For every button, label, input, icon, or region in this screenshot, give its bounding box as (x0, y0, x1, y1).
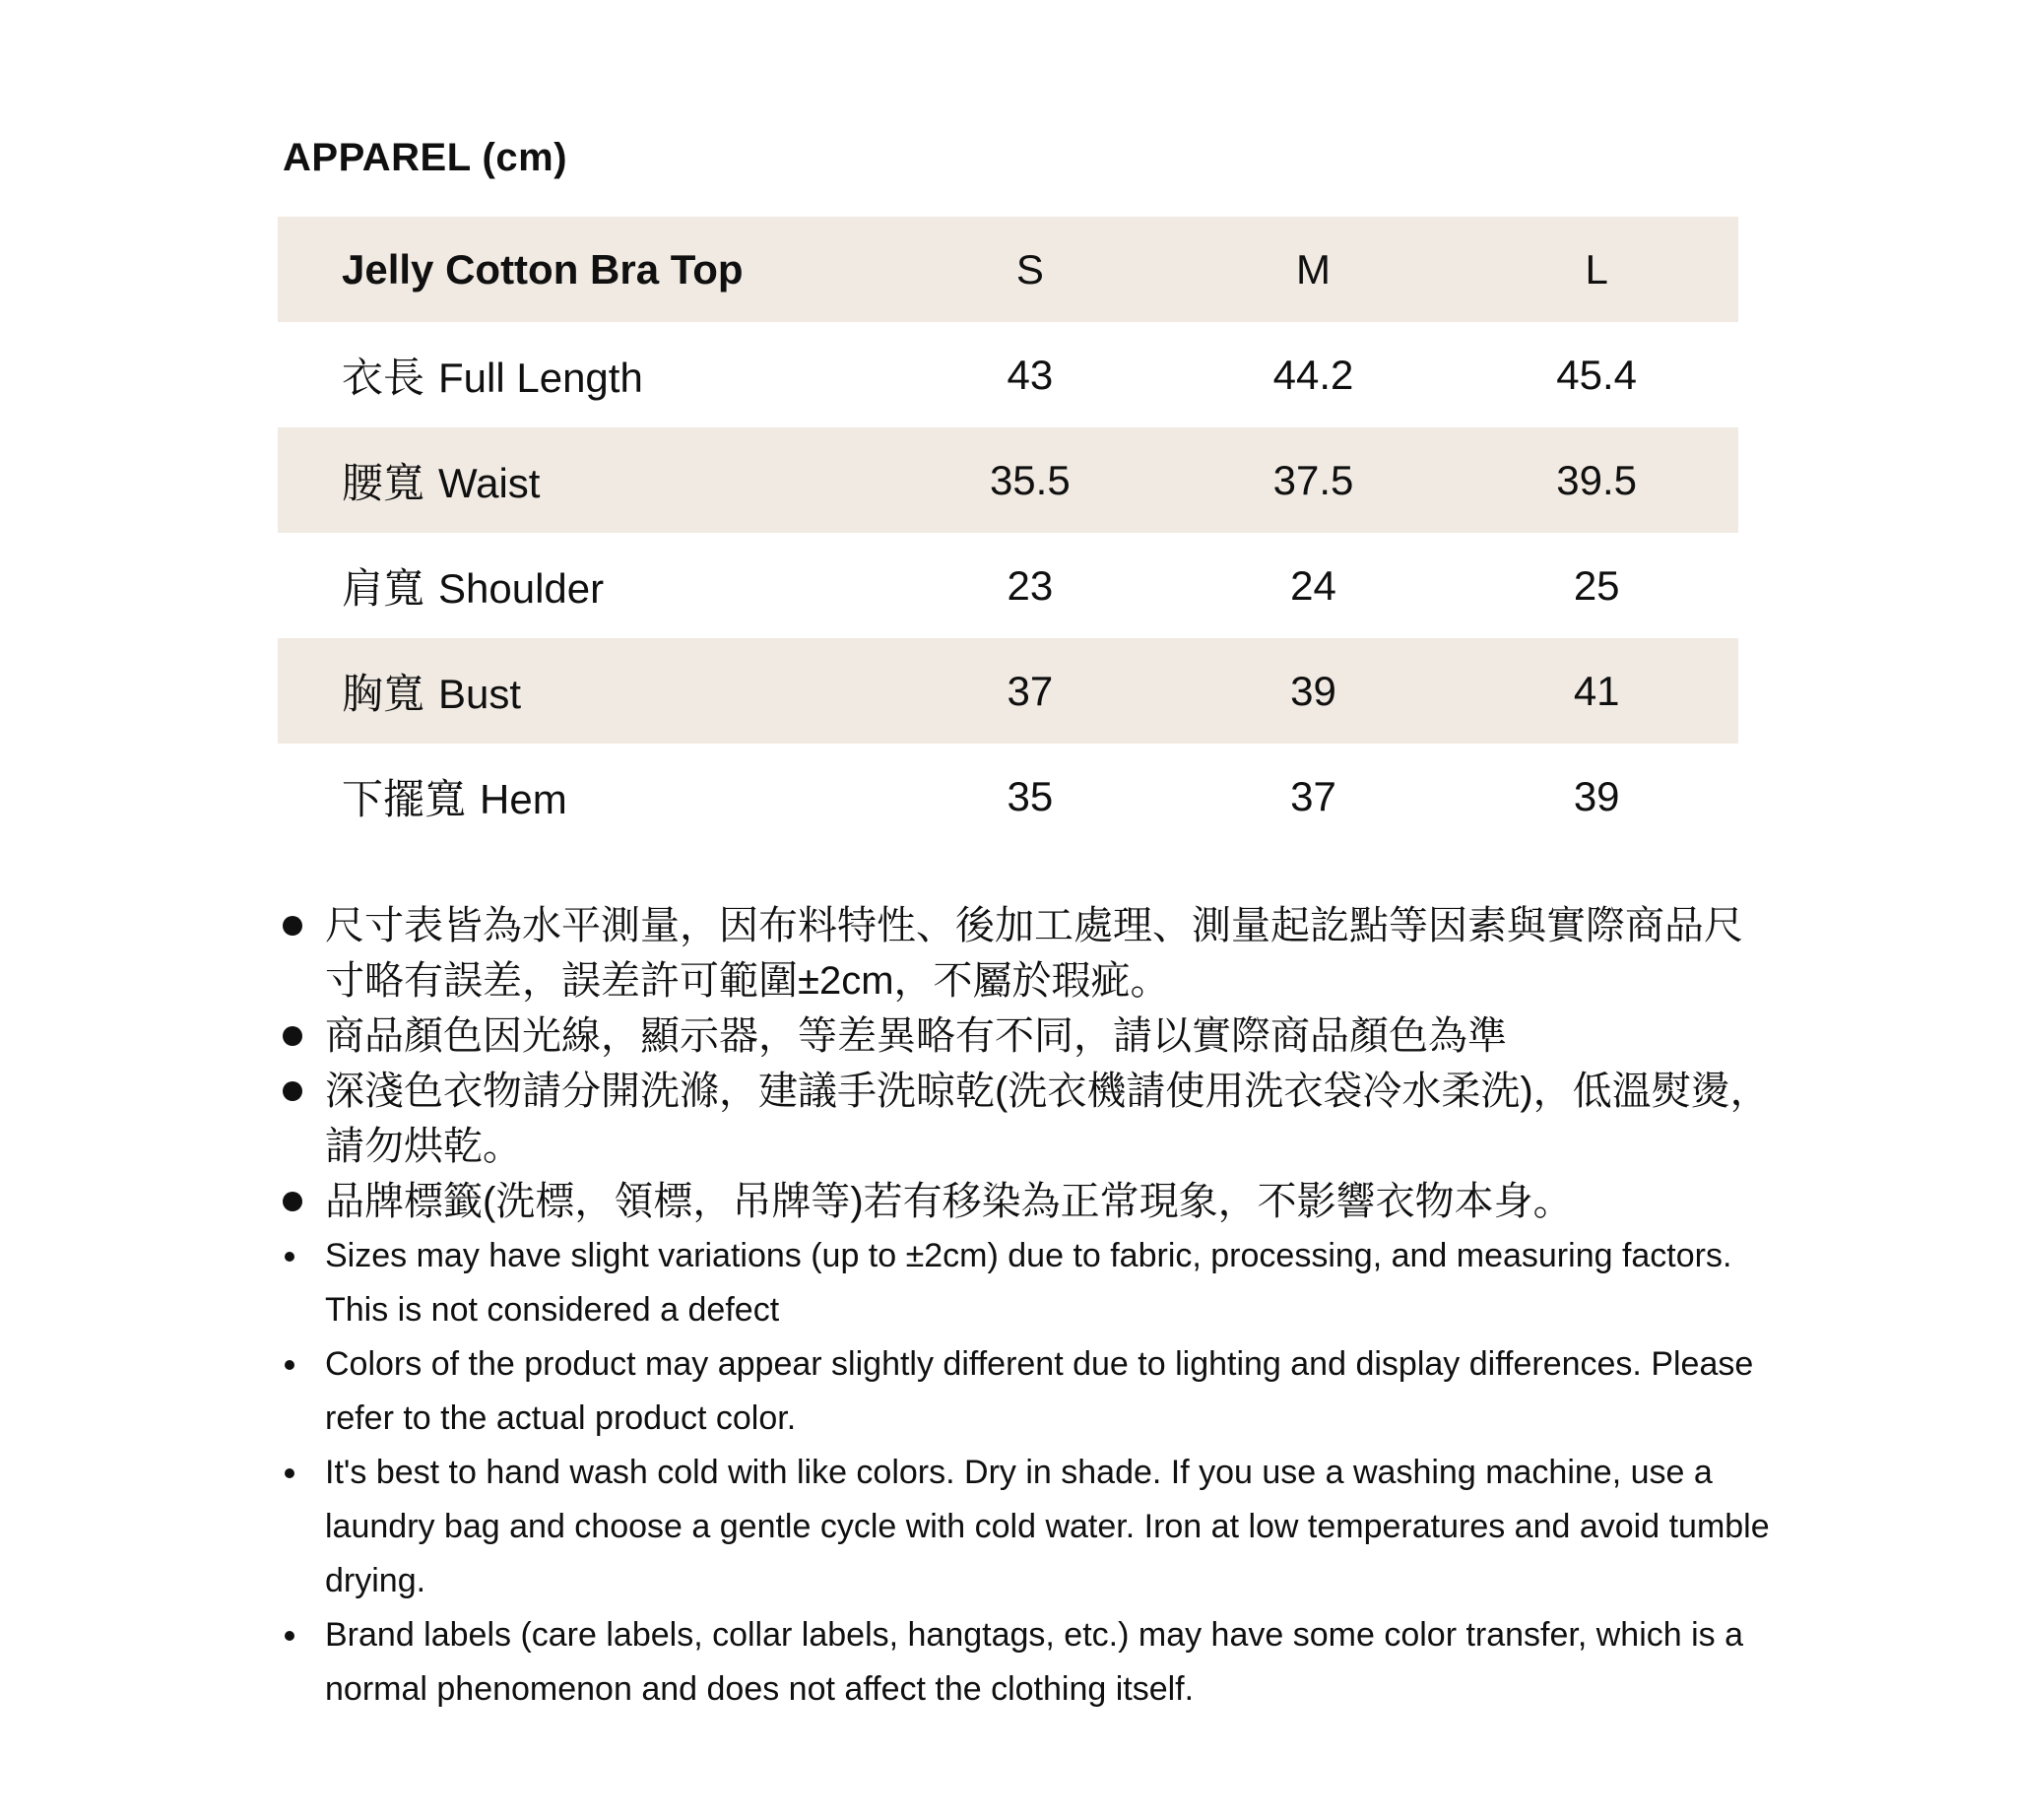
notes-list-en (283, 1229, 1772, 1717)
row-label-zh: 下擺寬 (342, 775, 467, 822)
row-value-s: 35.5 (989, 456, 1071, 503)
bullet-dot (283, 1446, 325, 1478)
row-label-zh: 衣長 (342, 354, 425, 401)
note-item-en (283, 1446, 1772, 1608)
row-label (278, 662, 888, 721)
row-label-zh: 肩寬 (342, 564, 425, 612)
bullet-dot (283, 1008, 325, 1046)
bullet-dot (283, 898, 325, 936)
note-text: Sizes may have slight variations (up to ±2cm) due to fabric, processing, and measuring factors. This is not considered a defect (325, 1237, 1732, 1329)
table-row-hem (278, 744, 1738, 849)
note-text: 尺寸表皆為水平測量，因布料特性、後加工處理、測量起訖點等因素與實際商品尺寸略有誤差，誤差許可範圍±2cm，不屬於瑕疵。 (325, 904, 1743, 1003)
size-column-l: L (1585, 245, 1608, 292)
row-value-l: 39 (1573, 772, 1620, 819)
care-notes (283, 898, 1772, 1717)
row-label-zh: 胸寬 (342, 670, 425, 717)
table-row-bust (278, 638, 1738, 744)
row-label-en: Full Length (438, 354, 643, 401)
note-item-en (283, 1337, 1772, 1446)
row-label-en: Waist (438, 459, 541, 506)
row-label (278, 767, 888, 826)
row-value-m: 24 (1290, 561, 1336, 609)
size-column-m: M (1296, 245, 1331, 292)
row-label-en: Shoulder (438, 564, 605, 612)
row-value-s: 43 (1007, 351, 1054, 398)
row-value-l: 39.5 (1556, 456, 1638, 503)
bullet-dot (283, 1229, 325, 1262)
row-label (278, 346, 888, 405)
note-text: 品牌標籤(洗標，領標，吊牌等)若有移染為正常現象，不影響衣物本身。 (325, 1180, 1573, 1223)
row-value-l: 41 (1573, 667, 1620, 714)
note-item-zh (283, 898, 1772, 1008)
size-column-s: S (1015, 245, 1044, 292)
row-value-m: 37 (1290, 772, 1336, 819)
table-row-waist (278, 427, 1738, 533)
row-value-s: 23 (1007, 561, 1054, 609)
notes-list-zh (283, 898, 1772, 1229)
row-value-l: 25 (1573, 561, 1620, 609)
bullet-dot (283, 1608, 325, 1641)
table-row-shoulder (278, 533, 1738, 638)
note-item-zh (283, 1064, 1772, 1174)
note-item-en (283, 1229, 1772, 1337)
note-text: 商品顏色因光線，顯示器，等差異略有不同，請以實際商品顏色為準 (325, 1014, 1507, 1058)
note-text: It's best to hand wash cold with like colors. Dry in shade. If you use a washing machine, use a laundry bag and choose a gentle cycle with cold water. Iron at low temperatures and avoid tumble drying. (325, 1454, 1770, 1599)
bullet-dot (283, 1174, 325, 1211)
note-text: Colors of the product may appear slightly different due to lighting and display differences. Please refer to the actual product color. (325, 1345, 1754, 1437)
row-label-zh: 腰寬 (342, 459, 425, 506)
row-value-m: 39 (1290, 667, 1336, 714)
row-label-en: Bust (438, 670, 522, 717)
note-item-en (283, 1608, 1772, 1717)
row-label (278, 451, 888, 510)
note-item-zh (283, 1008, 1772, 1064)
bullet-dot (283, 1337, 325, 1370)
row-value-s: 37 (1007, 667, 1054, 714)
product-name-cell: Jelly Cotton Bra Top (342, 245, 744, 292)
bullet-dot (283, 1064, 325, 1101)
row-value-l: 45.4 (1556, 351, 1638, 398)
note-text: Brand labels (care labels, collar labels, hangtags, etc.) may have some color transfer, which is a normal phenomenon and does not affect the clothing itself. (325, 1616, 1744, 1708)
row-label-en: Hem (480, 775, 567, 822)
table-header-row (278, 217, 1738, 322)
row-value-m: 37.5 (1272, 456, 1354, 503)
row-value-s: 35 (1007, 772, 1054, 819)
row-label (278, 556, 888, 616)
table-row-full-length (278, 322, 1738, 427)
size-table (278, 217, 1738, 849)
page-title: APPAREL (cm) (283, 136, 568, 179)
note-text: 深淺色衣物請分開洗滌，建議手洗晾乾(洗衣機請使用洗衣袋冷水柔洗)，低溫熨燙，請勿烘乾。 (325, 1070, 1770, 1168)
note-item-zh (283, 1174, 1772, 1229)
row-value-m: 44.2 (1272, 351, 1354, 398)
